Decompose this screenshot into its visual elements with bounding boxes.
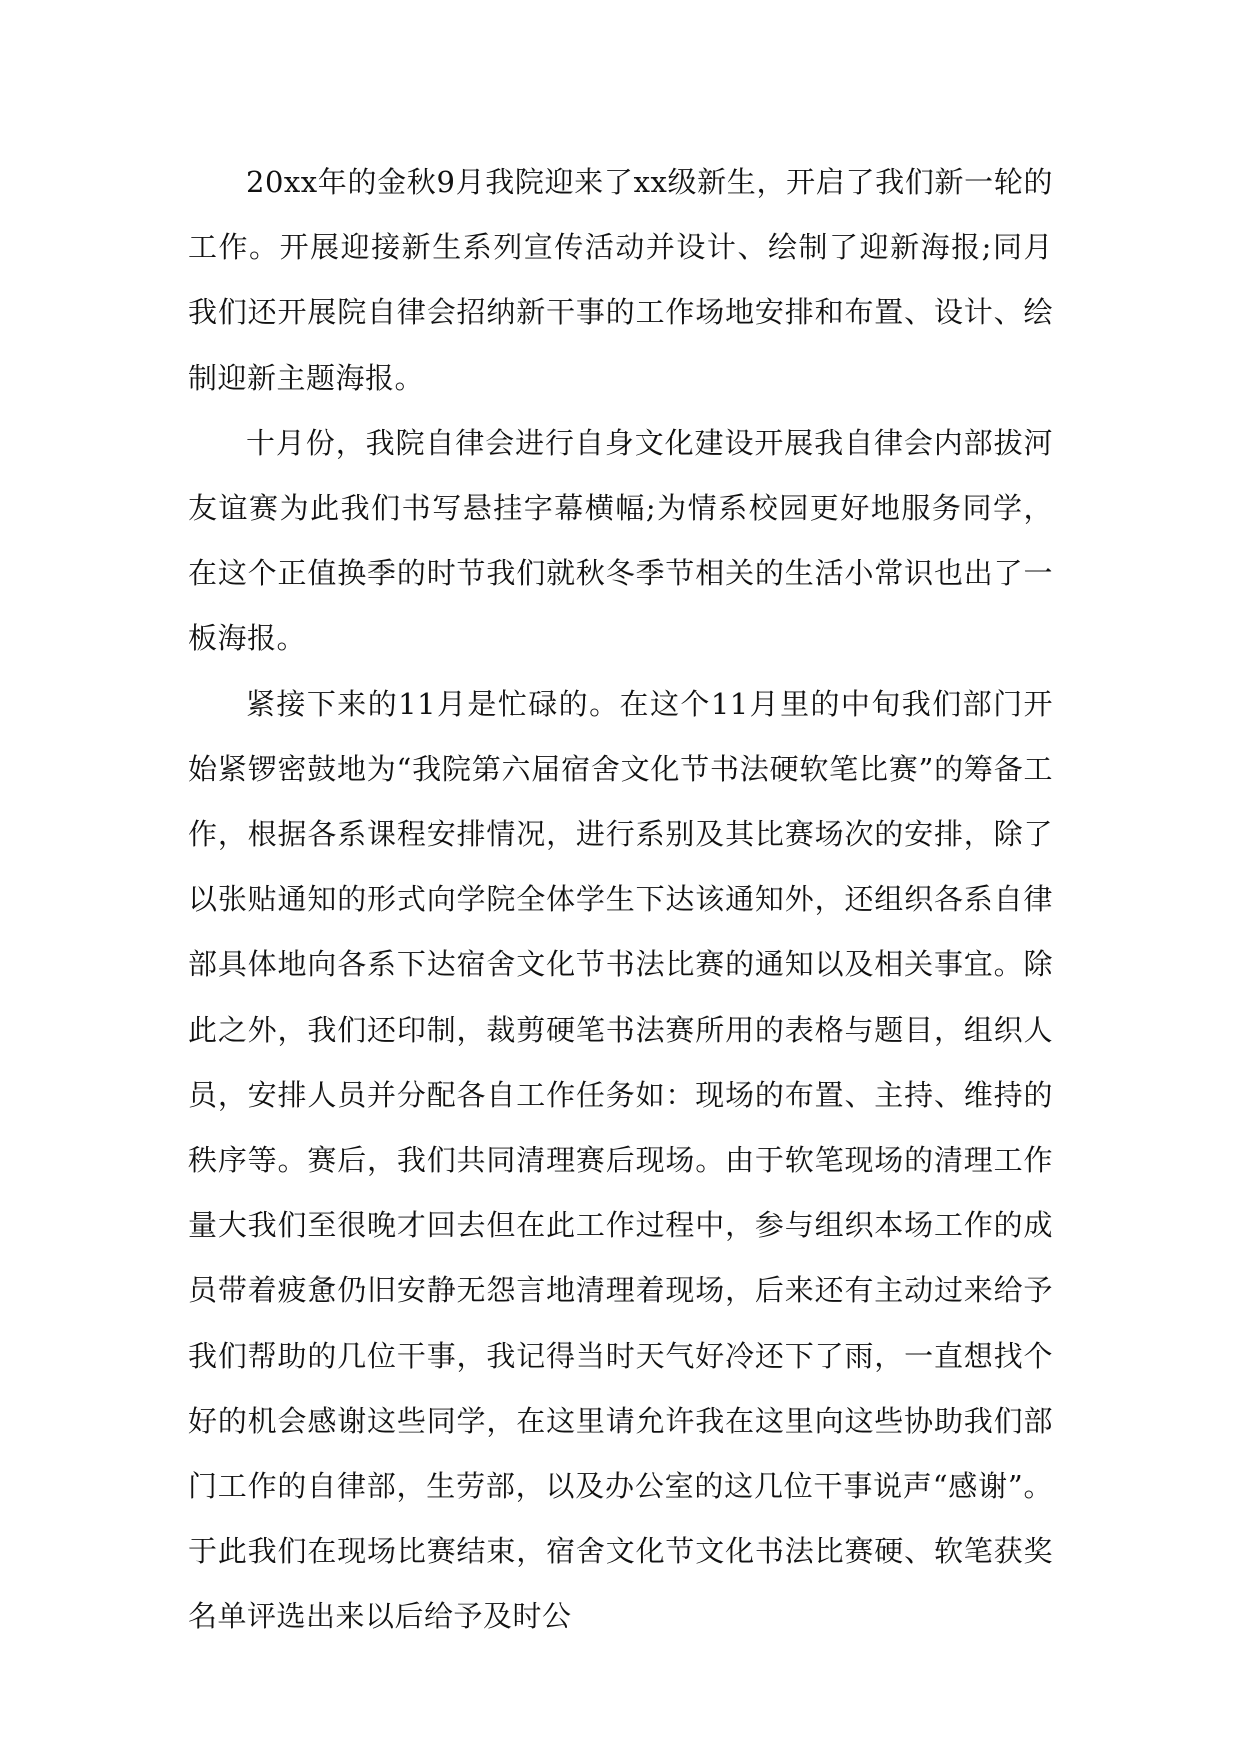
paragraph-new-students: 20xx年的金秋9月我院迎来了xx级新生，开启了我们新一轮的工作。开展迎接新生系列宣传活动并设计、绘制了迎新海报;同月我们还开展院自律会招纳新干事的工作场地安排和布置、设计、绘制迎新主题海报。 bbox=[188, 165, 1053, 395]
document-body bbox=[188, 150, 1053, 1650]
paragraph-november: 紧接下来的11月是忙碌的。在这个11月里的中旬我们部门开始紧锣密鼓地为“我院第六届宿舍文化节书法硬软笔比赛”的筹备工作，根据各系课程安排情况，进行系别及其比赛场次的安排，除了以张贴通知的形式向学院全体学生下达该通知外，还组织各系自律部具体地向各系下达宿舍文化节书法比赛的通知以及相关事宜。除此之外，我们还印制，裁剪硬笔书法赛所用的表格与题目，组织人员，安排人员并分配各自工作任务如：现场的布置、主持、维持的秩序等。赛后，我们共同清理赛后现场。由于软笔现场的清理工作量大我们至很晚才回去但在此工作过程中，参与组织本场工作的成员带着疲惫仍旧安静无怨言地清理着现场，后来还有主动过来给予我们帮助的几位干事，我记得当时天气好冷还下了雨，一直想找个好的机会感谢这些同学，在这里请允许我在这里向这些协助我们部门工作的自律部，生劳部，以及办公室的这几位干事说声“感谢”。于此我们在现场比赛结束，宿舍文化节文化书法比赛硬、软笔获奖名单评选出来以后给予及时公 bbox=[188, 686, 1053, 1634]
paragraph-october: 十月份，我院自律会进行自身文化建设开展我自律会内部拔河友谊赛为此我们书写悬挂字幕横幅;为情系校园更好地服务同学，在这个正值换季的时节我们就秋冬季节相关的生活小常识也出了一板海报。 bbox=[188, 425, 1053, 656]
